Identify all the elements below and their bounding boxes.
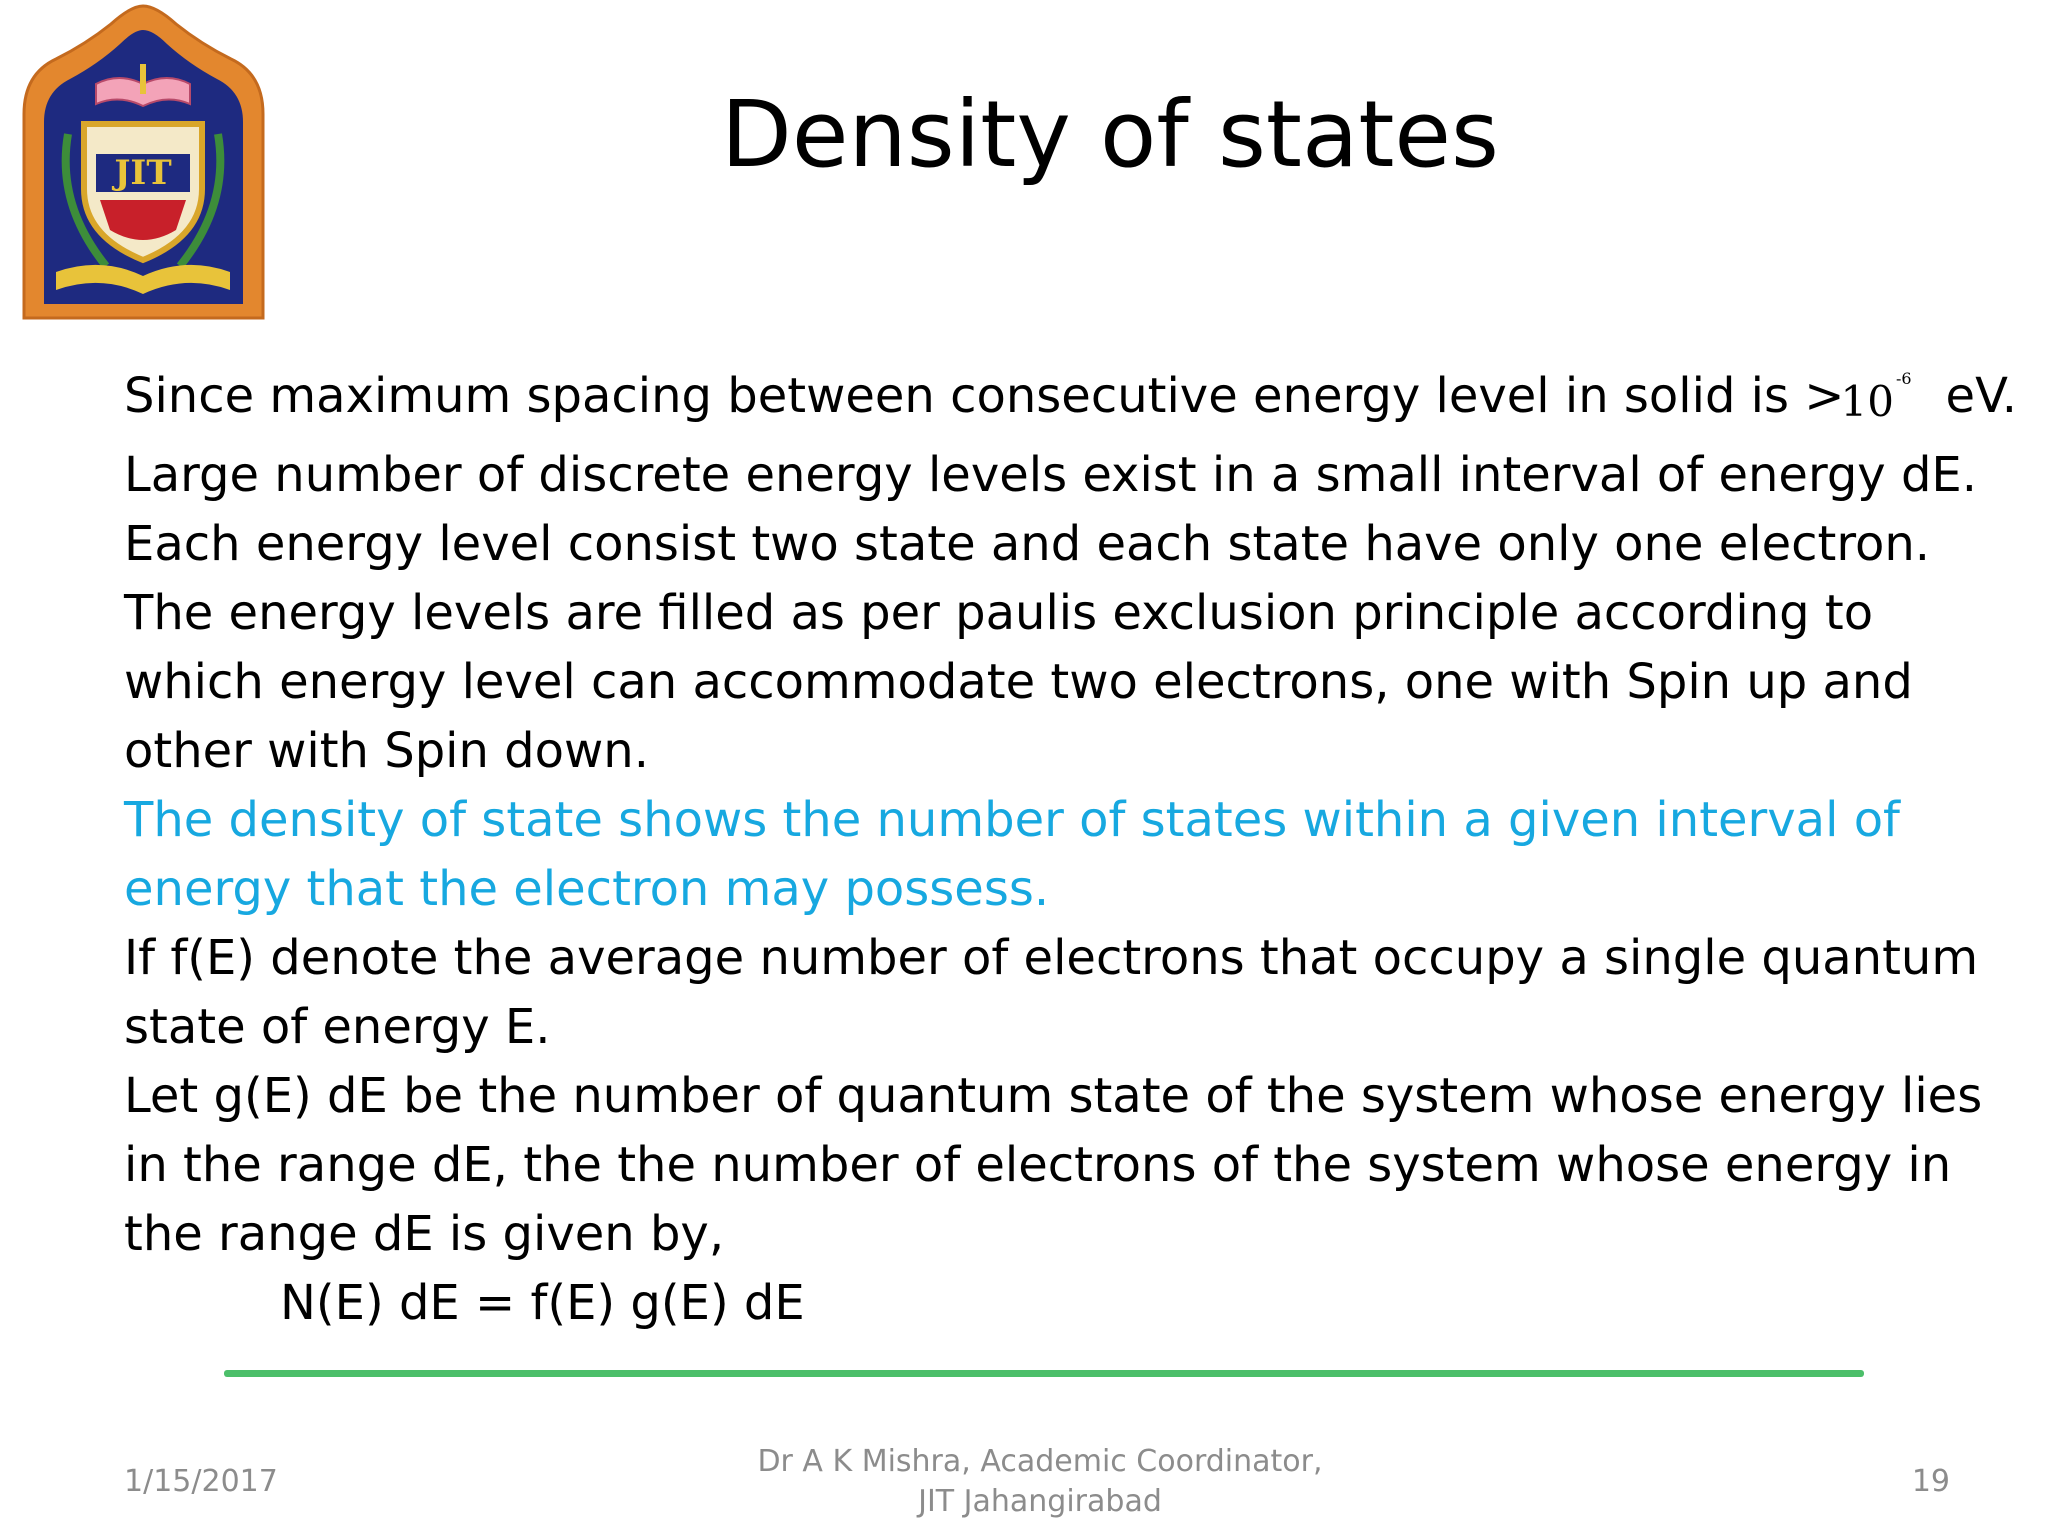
- slide-body: [124, 362, 2017, 1338]
- definition-line: The density of state shows the number of states within a given interval of: [124, 792, 1900, 848]
- jit-crest-logo: [16, 4, 271, 321]
- page-number: 19: [1911, 1464, 1950, 1499]
- definition-line: energy that the electron may possess.: [124, 861, 1050, 917]
- body-line: which energy level can accommodate two electrons, one with Spin up and: [124, 654, 1913, 710]
- body-line: Each energy level consist two state and each state have only one electron.: [124, 516, 1931, 572]
- equation: N(E) dE = f(E) g(E) dE: [280, 1275, 805, 1331]
- body-line: other with Spin down.: [124, 723, 649, 779]
- footer-divider: [224, 1370, 1864, 1377]
- body-line: Let g(E) dE be the number of quantum state of the system whose energy lies: [124, 1068, 1983, 1124]
- footer-author: [700, 1442, 1380, 1522]
- power-of-ten-base: 10: [1840, 377, 1894, 426]
- body-line: Large number of discrete energy levels exist in a small interval of energy dE.: [124, 447, 1978, 503]
- body-line: If f(E) denote the average number of electrons that occupy a single quantum: [124, 930, 1979, 986]
- body-line-1-text: Since maximum spacing between consecutive energy level in solid is >: [124, 368, 1845, 424]
- body-line: in the range dE, the the number of electrons of the system whose energy in: [124, 1137, 1952, 1193]
- logo-text: JIT: [114, 153, 172, 193]
- footer-author-line-1: Dr A K Mishra, Academic Coordinator,: [757, 1444, 1323, 1479]
- body-line-1: [124, 362, 2017, 441]
- footer-date: 1/15/2017: [124, 1464, 278, 1499]
- slide-title: Density of states: [721, 81, 1499, 188]
- body-line: state of energy E.: [124, 999, 551, 1055]
- body-line: The energy levels are filled as per paulis exclusion principle according to: [124, 585, 1874, 641]
- footer-author-line-2: JIT Jahangirabad: [918, 1484, 1162, 1519]
- body-line: the range dE is given by,: [124, 1206, 725, 1262]
- energy-unit: eV.: [1945, 368, 2017, 424]
- power-of-ten-exponent: -6: [1895, 369, 1912, 388]
